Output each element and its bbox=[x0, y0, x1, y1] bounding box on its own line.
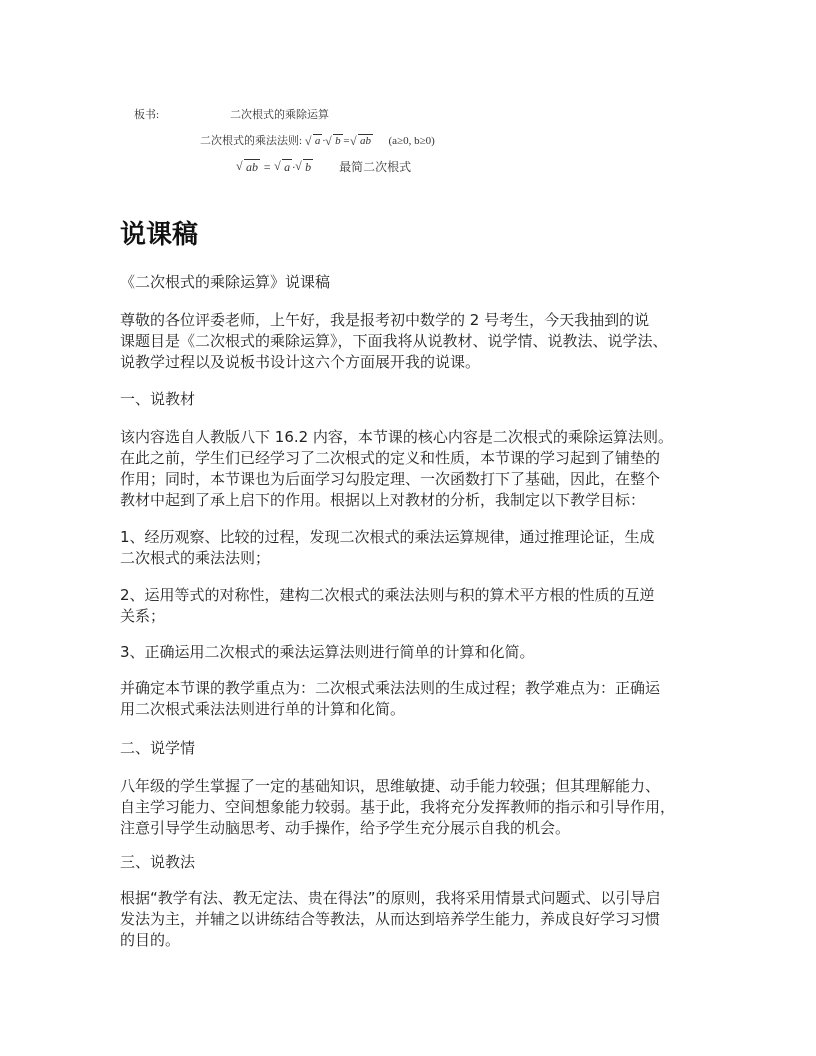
text-line: 并确定本节课的教学重点为：二次根式乘法法则的生成过程；教学难点为：正确运 bbox=[120, 679, 661, 697]
text-line: 注意引导学生动脑思考、动手操作，给予学生充分展示自我的机会。 bbox=[120, 819, 571, 837]
rule-label: 二次根式的乘法法则: bbox=[200, 135, 303, 147]
text-line: 八年级的学生掌握了一定的基础知识，思维敏捷、动手能力较强；但其理解能力、 bbox=[120, 777, 661, 795]
text-line: 尊敬的各位评委老师，上午好，我是报考初中数学的 2 号考生，今天我抽到的说 bbox=[120, 311, 650, 329]
formula-1: √ a ·√ b =√ ab bbox=[305, 135, 376, 147]
sqrt-a: √ a bbox=[305, 135, 323, 147]
goal-2 bbox=[120, 585, 716, 627]
text-line: 2、运用等式的对称性，建构二次根式的乘法法则与积的算术平方根的性质的互逆 bbox=[120, 586, 655, 604]
board-label: 板书: bbox=[134, 109, 160, 121]
section-heading-1: 一、说教材 bbox=[120, 390, 196, 408]
sqrt-b: √ b bbox=[325, 135, 343, 147]
paragraph-methods bbox=[120, 888, 716, 951]
text-line: 说教学过程以及说板书设计这六个方面展开我的说课。 bbox=[120, 353, 481, 371]
paragraph-materials bbox=[120, 427, 716, 511]
text-line: 自主学习能力、空间想象能力较弱。基于此，我将充分发挥教师的指示和引导作用， bbox=[120, 798, 676, 816]
board-design bbox=[134, 106, 694, 190]
sqrt-b-2: √ b bbox=[295, 160, 313, 175]
formula-2: √ ab = √ a ·√ b bbox=[236, 160, 316, 174]
section-heading-2: 二、说学情 bbox=[120, 739, 196, 757]
subtitle: 《二次根式的乘除运算》说课稿 bbox=[120, 273, 331, 291]
paragraph-students bbox=[120, 776, 716, 839]
goal-3 bbox=[120, 642, 716, 663]
greeting-paragraph bbox=[120, 310, 716, 373]
sqrt-ab: √ ab bbox=[350, 135, 373, 147]
document-heading: 说课稿 bbox=[120, 220, 199, 250]
text-line: 根据“教学有法、教无定法、贵在得法”的原则，我将采用情景式问题式、以引导启 bbox=[120, 889, 661, 907]
text-line: 3、正确运用二次根式的乘法运算法则进行简单的计算和化简。 bbox=[120, 643, 535, 661]
text-line: 在此之前，学生们已经学习了二次根式的定义和性质，本节课的学习起到了铺垫的 bbox=[120, 449, 661, 467]
rule-condition: (a≥0, b≥0) bbox=[388, 135, 435, 147]
goal-1 bbox=[120, 527, 716, 569]
board-title: 二次根式的乘除运算 bbox=[230, 109, 329, 121]
text-line: 1、经历观察、比较的过程，发现二次根式的乘法运算规律，通过推理论证，生成 bbox=[120, 528, 655, 546]
sqrt-ab-2: √ ab bbox=[236, 160, 260, 175]
text-line: 二次根式的乘法法则； bbox=[120, 549, 271, 567]
multiplication-rule bbox=[200, 132, 435, 148]
sqrt-a-2: √ a bbox=[274, 160, 292, 175]
text-line: 关系； bbox=[120, 607, 166, 625]
text-line: 该内容选自人教版八下 16.2 内容，本节课的核心内容是二次根式的乘除运算法则。 bbox=[120, 428, 673, 446]
text-line: 课题目是《二次根式的乘除运算》，下面我将从说教材、说学情、说教法、说学法、 bbox=[120, 332, 668, 350]
section-heading-3: 三、说教法 bbox=[120, 853, 196, 871]
reverse-formula bbox=[236, 158, 411, 175]
text-line: 用二次根式乘法法则进行单的计算和化简。 bbox=[120, 700, 406, 718]
text-line: 发法为主，并辅之以讲练结合等教法，从而达到培养学生能力，养成良好学习习惯 bbox=[120, 910, 661, 928]
text-line: 的目的。 bbox=[120, 931, 181, 949]
simplest-radical-note: 最简二次根式 bbox=[339, 160, 412, 174]
focus-difficulty bbox=[120, 678, 716, 720]
text-line: 作用；同时，本节课也为后面学习勾股定理、一次函数打下了基础，因此，在整个 bbox=[120, 470, 661, 488]
text-line: 教材中起到了承上启下的作用。根据以上对教材的分析，我制定以下教学目标： bbox=[120, 491, 646, 509]
